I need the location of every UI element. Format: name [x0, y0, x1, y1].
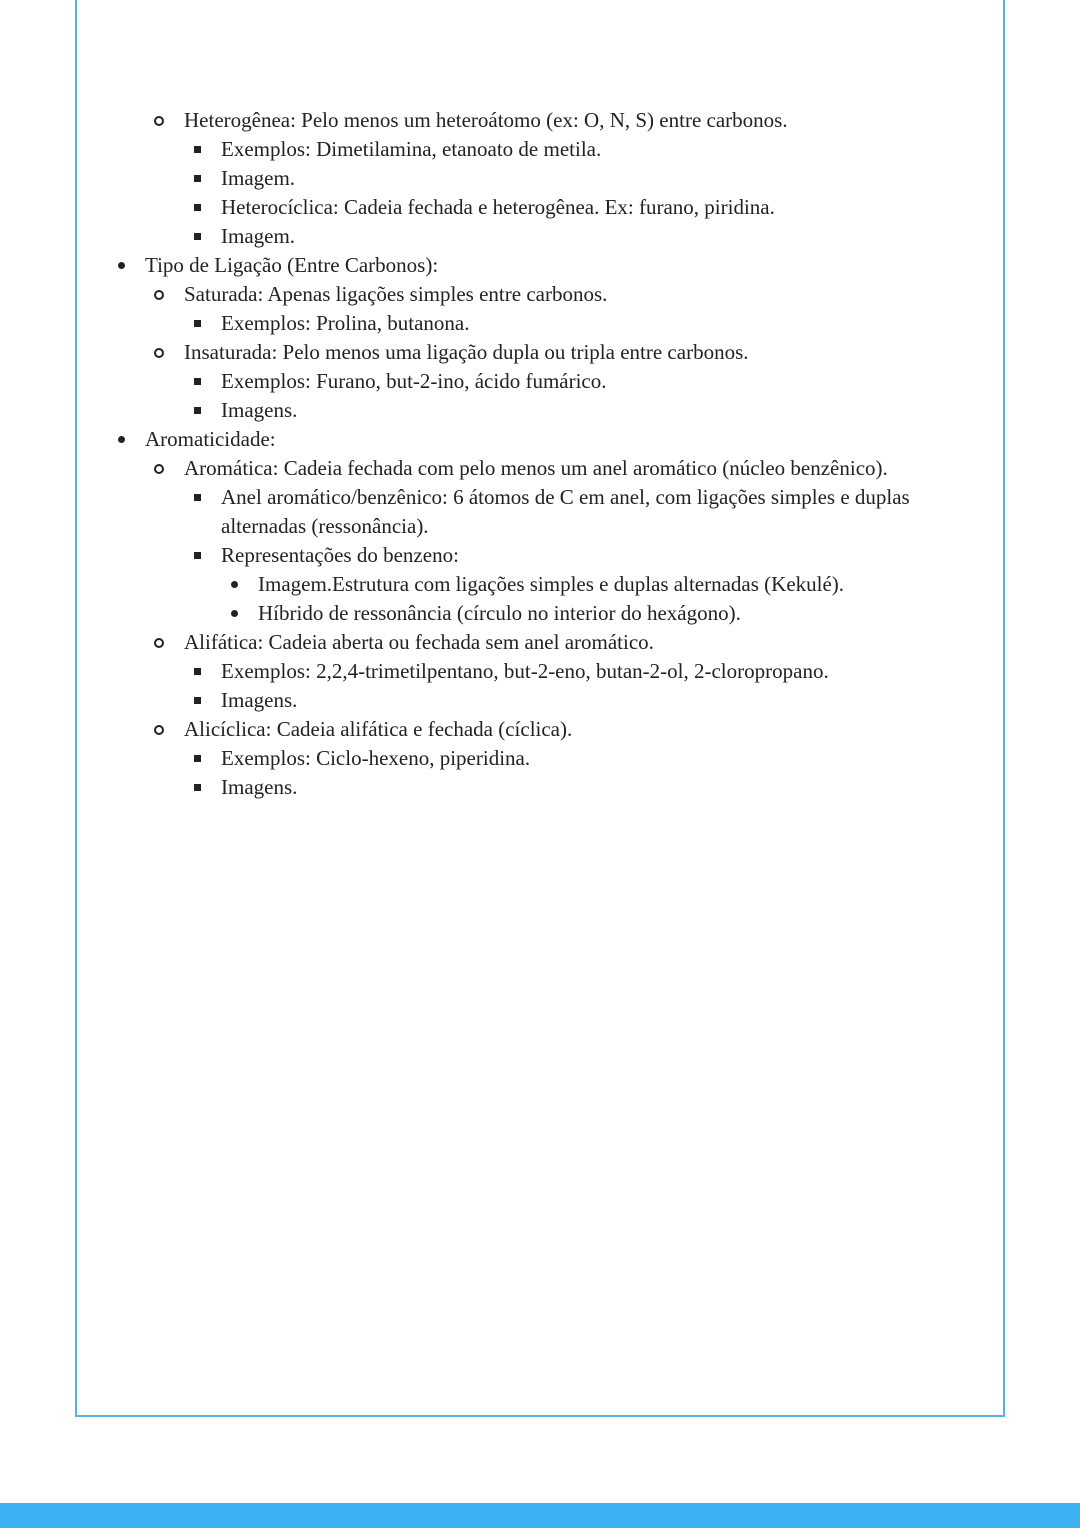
- square-bullet-icon: [194, 378, 201, 385]
- circle-bullet-icon: [154, 116, 164, 126]
- list-item: [75, 309, 975, 338]
- list-item-text: Exemplos: Dimetilamina, etanoato de metila.: [221, 137, 602, 161]
- square-bullet-icon: [194, 494, 201, 501]
- list-item-text: Híbrido de ressonância (círculo no interior do hexágono).: [258, 601, 741, 625]
- list-item: [75, 338, 975, 367]
- square-bullet-icon: [194, 784, 201, 791]
- list-item: [75, 164, 975, 193]
- list-item-text: Imagens.: [221, 775, 298, 799]
- list-item: [75, 715, 975, 744]
- disc-bullet-icon: [118, 436, 125, 443]
- list-item-text: Heterogênea: Pelo menos um heteroátomo (ex: O, N, S) entre carbonos.: [184, 108, 788, 132]
- list-item: [75, 628, 975, 657]
- square-bullet-icon: [194, 320, 201, 327]
- square-bullet-icon: [194, 233, 201, 240]
- list-item: [75, 280, 975, 309]
- list-item-text: Representações do benzeno:: [221, 543, 459, 567]
- list-item: [75, 686, 975, 715]
- next-page-top-bar: [0, 1503, 1080, 1528]
- list-item-text: Imagens.: [221, 398, 298, 422]
- list-item: [75, 744, 975, 773]
- list-item-text: Insaturada: Pelo menos uma ligação dupla ou tripla entre carbonos.: [184, 340, 749, 364]
- square-bullet-icon: [194, 755, 201, 762]
- list-item-text: Tipo de Ligação (Entre Carbonos):: [145, 253, 439, 277]
- list-item: [75, 425, 975, 454]
- list-item: [75, 483, 975, 541]
- list-item-text: Imagens.: [221, 688, 298, 712]
- list-item: [75, 541, 975, 570]
- list-item-text: Imagem.: [221, 224, 296, 248]
- square-bullet-icon: [194, 697, 201, 704]
- square-bullet-icon: [194, 175, 201, 182]
- disc-bullet-icon: [231, 610, 238, 617]
- list-item: [75, 773, 975, 802]
- list-item-text: Anel aromático/benzênico: 6 átomos de C em anel, com ligações simples e duplas alternadas (ressonância).: [221, 485, 910, 538]
- list-item: [75, 251, 975, 280]
- circle-bullet-icon: [154, 725, 164, 735]
- list-item: [75, 222, 975, 251]
- list-item: [75, 367, 975, 396]
- square-bullet-icon: [194, 204, 201, 211]
- list-item-text: Saturada: Apenas ligações simples entre carbonos.: [184, 282, 608, 306]
- list-item-text: Alicíclica: Cadeia alifática e fechada (cíclica).: [184, 717, 573, 741]
- list-item: [75, 135, 975, 164]
- list-item: [75, 193, 975, 222]
- list-item-text: Exemplos: Furano, but-2-ino, ácido fumárico.: [221, 369, 607, 393]
- list-item-text: Imagem.Estrutura com ligações simples e duplas alternadas (Kekulé).: [258, 572, 845, 596]
- list-item-text: Exemplos: 2,2,4-trimetilpentano, but-2-eno, butan-2-ol, 2-cloropropano.: [221, 659, 829, 683]
- list-item-text: Exemplos: Ciclo-hexeno, piperidina.: [221, 746, 531, 770]
- document-body: [75, 106, 975, 802]
- list-item-text: Exemplos: Prolina, butanona.: [221, 311, 470, 335]
- circle-bullet-icon: [154, 348, 164, 358]
- circle-bullet-icon: [154, 290, 164, 300]
- list-item-text: Heterocíclica: Cadeia fechada e heterogênea. Ex: furano, piridina.: [221, 195, 775, 219]
- list-item: [75, 454, 975, 483]
- list-item: [75, 396, 975, 425]
- square-bullet-icon: [194, 407, 201, 414]
- list-item: [75, 106, 975, 135]
- list-item-text: Aromaticidade:: [145, 427, 276, 451]
- list-item-text: Aromática: Cadeia fechada com pelo menos um anel aromático (núcleo benzênico).: [184, 456, 888, 480]
- square-bullet-icon: [194, 552, 201, 559]
- list-item: [75, 599, 975, 628]
- list-item-text: Alifática: Cadeia aberta ou fechada sem anel aromático.: [184, 630, 654, 654]
- square-bullet-icon: [194, 668, 201, 675]
- list-item: [75, 570, 975, 599]
- square-bullet-icon: [194, 146, 201, 153]
- circle-bullet-icon: [154, 638, 164, 648]
- list-item: [75, 657, 975, 686]
- circle-bullet-icon: [154, 464, 164, 474]
- list-item-text: Imagem.: [221, 166, 296, 190]
- disc-bullet-icon: [118, 262, 125, 269]
- disc-bullet-icon: [231, 581, 238, 588]
